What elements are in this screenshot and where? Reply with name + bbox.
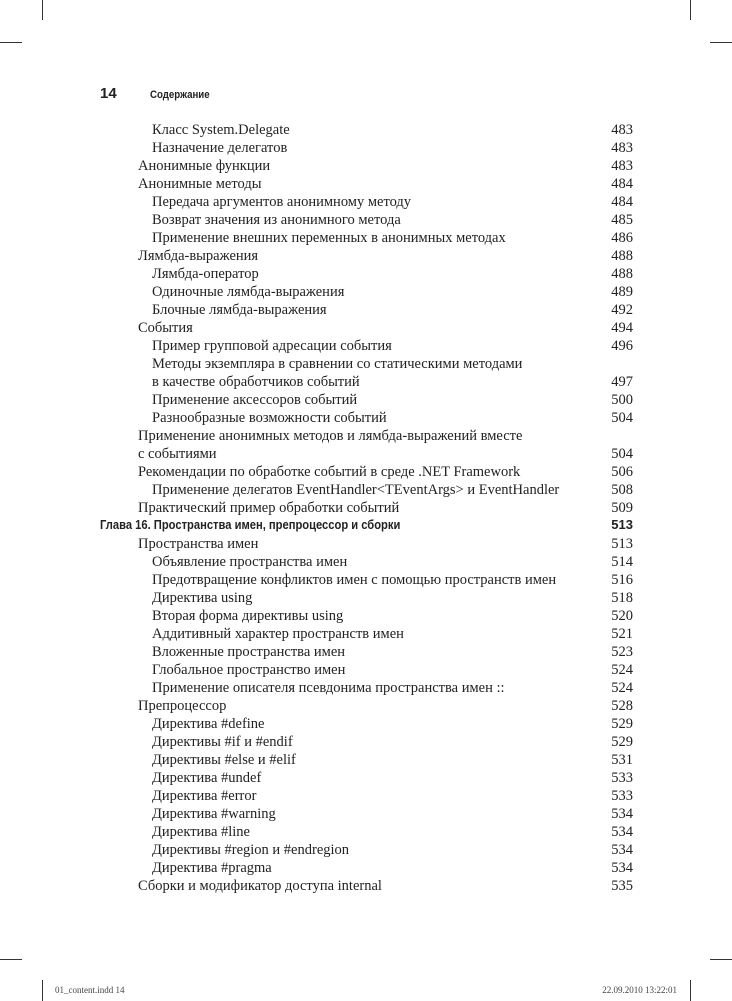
entry-title: Аддитивный характер пространств имен	[152, 626, 404, 642]
toc-entry	[100, 679, 633, 697]
entry-title: События	[138, 320, 193, 336]
entry-page: 489	[611, 284, 633, 300]
entry-page: 508	[611, 482, 633, 498]
entry-page: 494	[611, 320, 633, 336]
entry-title: Вложенные пространства имен	[152, 644, 346, 660]
toc-entry	[100, 643, 633, 661]
entry-title: Директива #warning	[152, 806, 276, 822]
entry-page: 483	[611, 140, 633, 156]
toc-entry	[100, 229, 633, 247]
entry-title: Применение делегатов EventHandler<TEventArgs> и EventHandler	[152, 482, 560, 498]
toc-entry	[100, 409, 633, 427]
entry-title: Методы экземпляра в сравнении со статическими методами	[152, 356, 523, 372]
toc-entry	[100, 769, 633, 787]
toc-entry	[100, 535, 633, 553]
entry-page: 533	[611, 788, 633, 804]
entry-page: 534	[611, 860, 633, 876]
entry-page: 520	[611, 608, 633, 624]
entry-title: с событиями	[138, 446, 217, 462]
entry-page: 488	[611, 266, 633, 282]
entry-title: Пример групповой адресации события	[152, 338, 392, 354]
toc-entry	[100, 823, 633, 841]
entry-title: Директивы #region и #endregion	[152, 842, 350, 858]
toc-entry	[100, 373, 633, 391]
entry-page: 509	[611, 500, 633, 516]
entry-title: Директива #line	[152, 824, 250, 840]
entry-title: Практический пример обработки событий	[138, 500, 400, 516]
entry-page: 483	[611, 122, 633, 138]
crop-mark	[690, 980, 691, 1001]
entry-page: 518	[611, 590, 633, 606]
toc-entry	[100, 319, 633, 337]
toc-entry	[100, 337, 633, 355]
toc-entry	[100, 355, 633, 373]
entry-page: 496	[611, 338, 633, 354]
toc-entry	[100, 841, 633, 859]
toc-entry	[100, 625, 633, 643]
entry-title: Директива #define	[152, 716, 265, 732]
entry-page: 483	[611, 158, 633, 174]
entry-page: 500	[611, 392, 633, 408]
entry-page: 523	[611, 644, 633, 660]
entry-page: 521	[611, 626, 633, 642]
entry-title: Применение анонимных методов и лямбда-выражений вместе	[138, 428, 523, 444]
entry-title: Директива #undef	[152, 770, 262, 786]
entry-page: 484	[611, 176, 633, 192]
entry-page: 486	[611, 230, 633, 246]
toc-entry	[100, 571, 633, 589]
toc-entry	[100, 481, 633, 499]
entry-title: Применение внешних переменных в анонимных методах	[152, 230, 506, 246]
entry-page: 488	[611, 248, 633, 264]
entry-title: Сборки и модификатор доступа internal	[138, 878, 382, 894]
entry-title: Применение аксессоров событий	[152, 392, 358, 408]
entry-page: 497	[611, 374, 633, 390]
entry-page: 534	[611, 842, 633, 858]
entry-title: Препроцессор	[138, 698, 227, 714]
entry-page: 533	[611, 770, 633, 786]
entry-page: 524	[611, 680, 633, 696]
entry-title: Одиночные лямбда-выражения	[152, 284, 345, 300]
entry-title: Директива using	[152, 590, 253, 606]
entry-title: Анонимные методы	[138, 176, 262, 192]
toc-entry	[100, 211, 633, 229]
toc-entry	[100, 301, 633, 319]
toc-entry	[100, 427, 633, 445]
entry-page: 504	[611, 410, 633, 426]
toc-entry	[100, 805, 633, 823]
entry-page: 531	[611, 752, 633, 768]
entry-title: Анонимные функции	[138, 158, 271, 174]
entry-title: Глава 16. Пространства имен, препроцессор и сборки	[100, 517, 401, 532]
entry-page: 534	[611, 824, 633, 840]
entry-title: Пространства имен	[138, 536, 259, 552]
crop-mark	[690, 0, 691, 20]
entry-page: 514	[611, 554, 633, 570]
entry-page: 524	[611, 662, 633, 678]
entry-page: 528	[611, 698, 633, 714]
entry-page: 506	[611, 464, 633, 480]
crop-mark	[0, 959, 22, 960]
entry-page: 513	[611, 517, 633, 532]
entry-title: Объявление пространства имен	[152, 554, 348, 570]
toc-entry	[100, 607, 633, 625]
entry-title: Директивы #if и #endif	[152, 734, 293, 750]
toc-entry	[100, 121, 633, 139]
toc-entry	[100, 589, 633, 607]
entry-title: Назначение делегатов	[152, 140, 288, 156]
entry-title: Директива #pragma	[152, 860, 272, 876]
entry-title: Вторая форма директивы using	[152, 608, 344, 624]
entry-title: Лямбда-выражения	[138, 248, 259, 264]
toc-entry	[100, 697, 633, 715]
entry-title: Глобальное пространство имен	[152, 662, 346, 678]
entry-title: Класс System.Delegate	[152, 122, 290, 138]
running-title: Содержание	[150, 89, 210, 101]
toc-entry	[100, 175, 633, 193]
crop-mark	[42, 0, 43, 20]
toc-entry	[100, 157, 633, 175]
toc-entry	[100, 463, 633, 481]
toc-entry	[100, 139, 633, 157]
crop-mark	[0, 42, 22, 43]
table-of-contents	[100, 121, 633, 895]
toc-entry	[100, 193, 633, 211]
entry-page: 535	[611, 878, 633, 894]
footer-file: 01_content.indd 14	[55, 985, 125, 995]
toc-entry	[100, 265, 633, 283]
toc-entry	[100, 445, 633, 463]
toc-entry	[100, 553, 633, 571]
toc-chapter	[100, 517, 633, 535]
entry-page: 534	[611, 806, 633, 822]
entry-page: 485	[611, 212, 633, 228]
footer-timestamp: 22.09.2010 13:22:01	[602, 985, 677, 995]
entry-title: в качестве обработчиков событий	[152, 374, 360, 390]
toc-entry	[100, 283, 633, 301]
entry-title: Лямбда-оператор	[152, 266, 259, 282]
entry-page: 504	[611, 446, 633, 462]
entry-title: Применение описателя псевдонима пространства имен ::	[152, 680, 505, 696]
entry-title: Директива #error	[152, 788, 257, 804]
toc-entry	[100, 877, 633, 895]
crop-mark	[710, 959, 732, 960]
entry-title: Предотвращение конфликтов имен с помощью пространств имен	[152, 572, 557, 588]
entry-title: Директивы #else и #elif	[152, 752, 296, 768]
toc-entry	[100, 751, 633, 769]
toc-entry	[100, 715, 633, 733]
toc-entry	[100, 499, 633, 517]
crop-mark	[42, 980, 43, 1001]
entry-page: 492	[611, 302, 633, 318]
toc-entry	[100, 733, 633, 751]
entry-page: 513	[611, 536, 633, 552]
entry-title: Возврат значения из анонимного метода	[152, 212, 401, 228]
entry-page: 529	[611, 716, 633, 732]
toc-entry	[100, 859, 633, 877]
crop-mark	[710, 42, 732, 43]
entry-page: 516	[611, 572, 633, 588]
entry-page: 529	[611, 734, 633, 750]
entry-title: Рекомендации по обработке событий в среде .NET Framework	[138, 464, 521, 480]
toc-entry	[100, 787, 633, 805]
toc-entry	[100, 661, 633, 679]
toc-entry	[100, 391, 633, 409]
entry-title: Разнообразные возможности событий	[152, 410, 387, 426]
entry-title: Передача аргументов анонимному методу	[152, 194, 412, 210]
page-number: 14	[100, 85, 117, 102]
entry-title: Блочные лямбда-выражения	[152, 302, 327, 318]
entry-page: 484	[611, 194, 633, 210]
toc-entry	[100, 247, 633, 265]
